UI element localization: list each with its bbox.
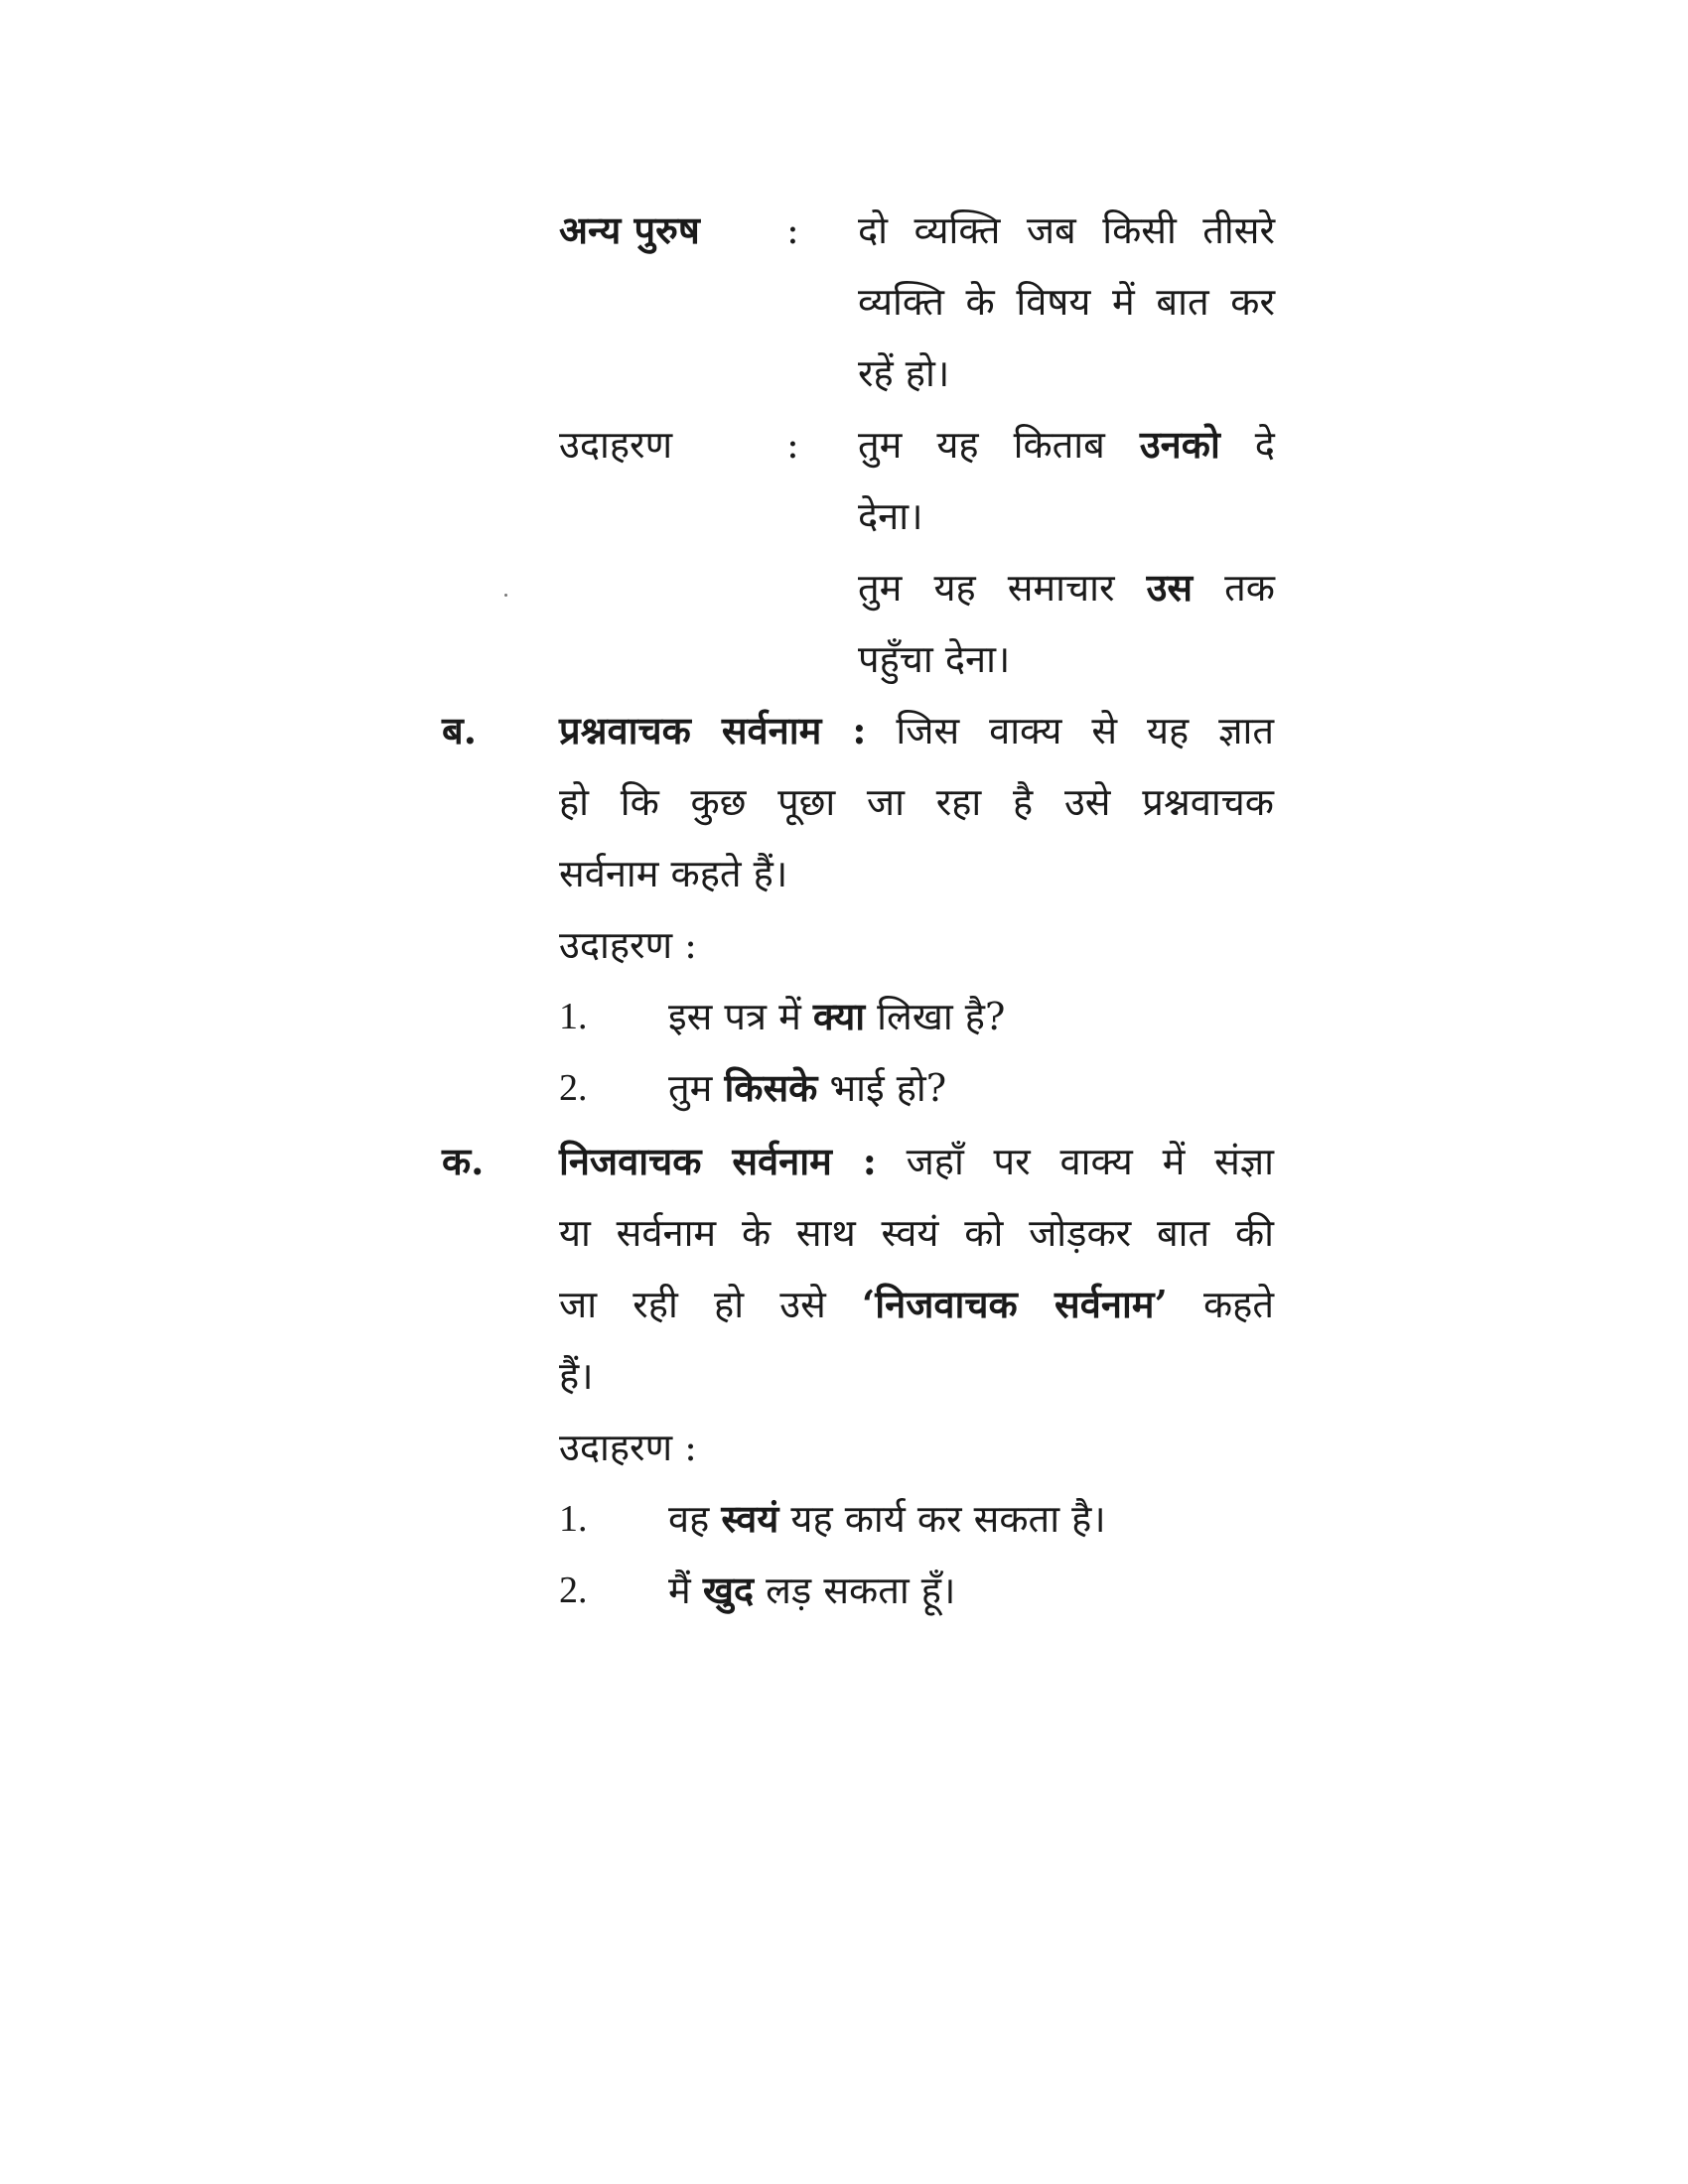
term-colon: : [786, 208, 799, 252]
section-b-example-1-number: 1. [559, 996, 588, 1037]
section-b-line-3: सर्वनाम कहते हैं। [559, 852, 788, 895]
section-k-line-3: जा रही हो उसे ‘निजवाचक सर्वनाम’ कहते [559, 1282, 1274, 1326]
section-k-example-2-number: 2. [559, 1570, 588, 1611]
example-colon: : [786, 423, 799, 467]
section-k-marker: क. [442, 1139, 485, 1183]
section-b-example-label: उदाहरण : [559, 923, 697, 967]
definition-line-3: रहें हो। [858, 351, 950, 395]
example-2-line-1: तुम यह समाचार उस तक [858, 565, 1275, 610]
section-k-line-1: निजवाचक सर्वनाम : जहाँ पर वाक्य में संज्ञा [559, 1139, 1274, 1183]
scan-speck [504, 594, 507, 597]
section-k-line-4: हैं। [559, 1354, 594, 1398]
section-k-example-1-number: 1. [559, 1498, 588, 1540]
section-b-example-2: तुम किसके भाई हो? [668, 1065, 947, 1110]
section-b-line-2: हो कि कुछ पूछा जा रहा है उसे प्रश्नवाचक [559, 780, 1274, 824]
section-k-example-1: वह स्वयं यह कार्य कर सकता है। [668, 1496, 1106, 1541]
example-1-line-1: तुम यह किताब उनको दे [858, 422, 1275, 467]
definition-line-1: दो व्यक्ति जब किसी तीसरे [858, 208, 1275, 252]
section-k-example-label: उदाहरण : [559, 1426, 697, 1469]
section-k-example-2: मैं खुद लड़ सकता हूँ। [668, 1568, 956, 1612]
definition-line-2: व्यक्ति के विषय में बात कर [858, 280, 1275, 324]
section-k-line-2: या सर्वनाम के साथ स्वयं को जोड़कर बात की [559, 1211, 1274, 1255]
example-2-line-2: पहुँचा देना। [858, 637, 1011, 681]
section-b-example-2-number: 2. [559, 1067, 588, 1109]
example-1-line-2: देना। [858, 494, 923, 538]
example-label: उदाहरण [559, 423, 673, 467]
section-b-example-1: इस पत्र में क्या लिखा है? [668, 994, 1006, 1038]
section-b-marker: ब. [442, 708, 477, 752]
term-anya-purush: अन्य पुरुष [559, 207, 700, 252]
section-b-line-1: प्रश्नवाचक सर्वनाम : जिस वाक्य से यह ज्ञात [559, 708, 1275, 752]
